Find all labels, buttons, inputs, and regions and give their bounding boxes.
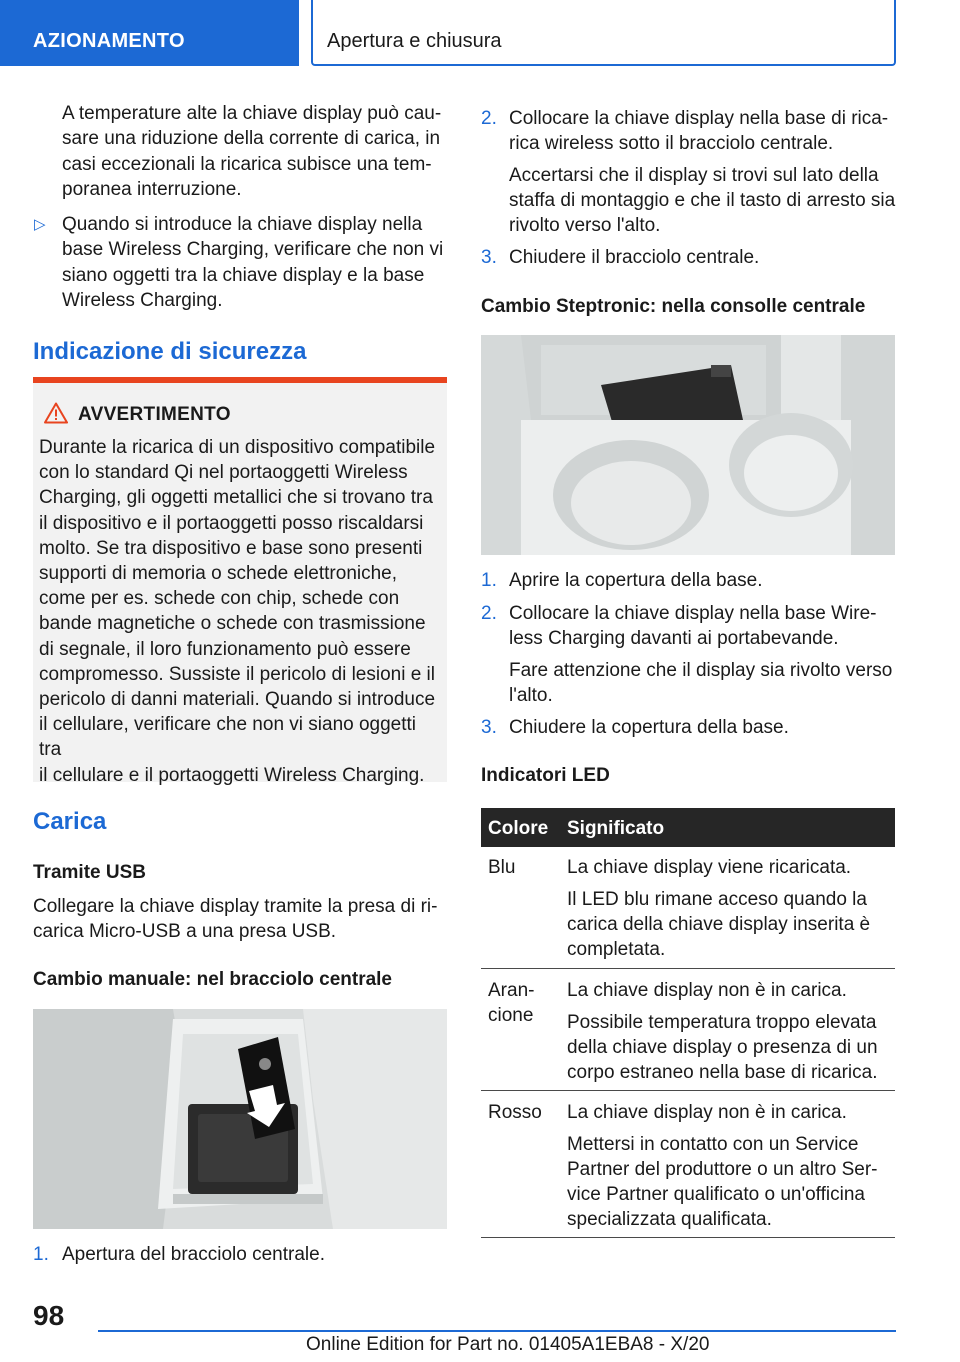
console-charging-photo	[481, 335, 895, 555]
step-text: Apertura del bracciolo centrale.	[62, 1244, 325, 1265]
table-cell-color: Blu	[488, 857, 516, 878]
warning-line: pericolo di danni materiali. Quando si introduce	[39, 689, 436, 711]
step-line: Collocare la chiave display nella base Wire-	[509, 603, 877, 624]
step-number: 1.	[481, 570, 497, 591]
step-text: Chiudere la copertura della base.	[509, 717, 789, 738]
table-cell-note: Possibile temperatura troppo elevata	[567, 1012, 877, 1033]
table-cell-meaning: La chiave display viene ricaricata.	[567, 857, 852, 878]
col-header-meaning: Significato	[567, 818, 665, 839]
table-cell-note: completata.	[567, 939, 666, 960]
usb-line: Collegare la chiave display tramite la presa di ri-	[33, 896, 438, 917]
warning-line: bande magnetiche o schede con trasmissione	[39, 613, 426, 635]
table-cell-color: Rosso	[488, 1102, 542, 1123]
step-number: 2.	[481, 108, 497, 129]
warning-line: molto. Se tra dispositivo e base sono presenti	[39, 537, 423, 559]
bullet-line: Wireless Charging.	[62, 290, 223, 311]
bullet-line: siano oggetti tra la chiave display e la base	[62, 265, 425, 286]
page-number: 98	[33, 1300, 65, 1331]
step-number: 2.	[481, 603, 497, 624]
warning-line: il dispositivo e il portaoggetti posso riscaldarsi	[39, 512, 424, 534]
bullet-line: Quando si introduce la chiave display nella	[62, 214, 423, 235]
table-cell-note: Il LED blu rimane acceso quando la	[567, 889, 867, 910]
footer-edition: Online Edition for Part no. 01405A1EBA8 - X/20	[306, 1334, 710, 1355]
section-title: AZIONAMENTO	[33, 30, 185, 52]
led-heading: Indicatori LED	[481, 765, 610, 786]
step-note-line: rivolto verso l'alto.	[509, 215, 661, 236]
table-cell-meaning: La chiave display non è in carica.	[567, 1102, 847, 1123]
footer-rule	[98, 1330, 896, 1332]
steptronic-heading: Cambio Steptronic: nella consolle centrale	[481, 296, 866, 317]
warning-line: con lo standard Qi nel portaoggetti Wireless	[39, 462, 408, 484]
step-number: 3.	[481, 247, 497, 268]
armrest-charging-photo	[33, 1009, 447, 1229]
table-cell-color: Aran-	[488, 980, 535, 1001]
warning-line: supporti di memoria o schede elettroniche,	[39, 563, 398, 585]
warning-text	[39, 435, 441, 788]
warning-triangle-icon	[44, 402, 68, 424]
usb-line: carica Micro-USB a una presa USB.	[33, 921, 337, 942]
section-tab	[0, 0, 299, 66]
warning-line: come per es. schede con chip, schede con	[39, 588, 400, 610]
bullet-triangle-icon: ▷	[34, 216, 46, 233]
step-number: 1.	[33, 1244, 49, 1265]
table-cell-note: vice Partner qualificato o un'officina	[567, 1184, 865, 1205]
table-cell-note: Partner del produttore o un altro Ser-	[567, 1159, 878, 1180]
col-header-color: Colore	[488, 818, 549, 839]
warning-title: AVVERTIMENTO	[78, 404, 231, 425]
table-cell-meaning: La chiave display non è in carica.	[567, 980, 847, 1001]
charge-heading: Carica	[33, 808, 107, 835]
step-note-line: Accertarsi che il display si trovi sul lato della	[509, 165, 879, 186]
intro-line: casi eccezionali la ricarica subisce una tem-	[62, 154, 432, 175]
step-line: Collocare la chiave display nella base di rica-	[509, 108, 889, 129]
table-cell-note: Mettersi in contatto con un Service	[567, 1134, 859, 1155]
table-cell-color: cione	[488, 1005, 534, 1026]
led-table-header	[481, 808, 895, 847]
table-row-divider	[481, 1090, 895, 1091]
step-line: less Charging davanti ai portabevande.	[509, 628, 839, 649]
table-cell-note: della chiave display o presenza di un	[567, 1037, 878, 1058]
table-cell-note: specializzata qualificata.	[567, 1209, 772, 1230]
warning-line: compromesso. Sussiste il pericolo di lesioni e il	[39, 663, 435, 685]
warning-line: Charging, gli oggetti metallici che si trovano tra	[39, 487, 433, 509]
step-note-line: l'alto.	[509, 685, 553, 706]
step-text: Aprire la copertura della base.	[509, 570, 763, 591]
manual-heading: Cambio manuale: nel bracciolo centrale	[33, 969, 392, 990]
chapter-tab	[311, 0, 896, 66]
warning-line: di segnale, il loro funzionamento può essere	[39, 638, 411, 660]
safety-heading: Indicazione di sicurezza	[33, 338, 307, 365]
table-row-divider	[481, 1237, 895, 1238]
usb-heading: Tramite USB	[33, 862, 146, 883]
chapter-title: Apertura e chiusura	[327, 30, 502, 52]
step-line: rica wireless sotto il bracciolo centrale.	[509, 133, 834, 154]
table-row-divider	[481, 968, 895, 969]
warning-line: il cellulare e il portaoggetti Wireless Charging.	[39, 764, 425, 786]
intro-line: sare una riduzione della corrente di carica, in	[62, 128, 441, 149]
warning-line: Durante la ricarica di un dispositivo compatibile	[39, 437, 436, 458]
step-text: Chiudere il bracciolo centrale.	[509, 247, 760, 268]
step-number: 3.	[481, 717, 497, 738]
intro-line: poranea interruzione.	[62, 179, 242, 200]
table-cell-note: corpo estraneo nella base di ricarica.	[567, 1062, 878, 1083]
step-note-line: Fare attenzione che il display sia rivolto verso	[509, 660, 893, 681]
warning-line: il cellulare, verificare che non vi siano oggetti tra	[39, 714, 417, 761]
step-note-line: staffa di montaggio e che il tasto di arresto sia	[509, 190, 896, 211]
bullet-line: base Wireless Charging, verificare che non vi	[62, 239, 444, 260]
table-cell-note: carica della chiave display inserita è	[567, 914, 871, 935]
intro-line: A temperature alte la chiave display può cau-	[62, 103, 442, 124]
